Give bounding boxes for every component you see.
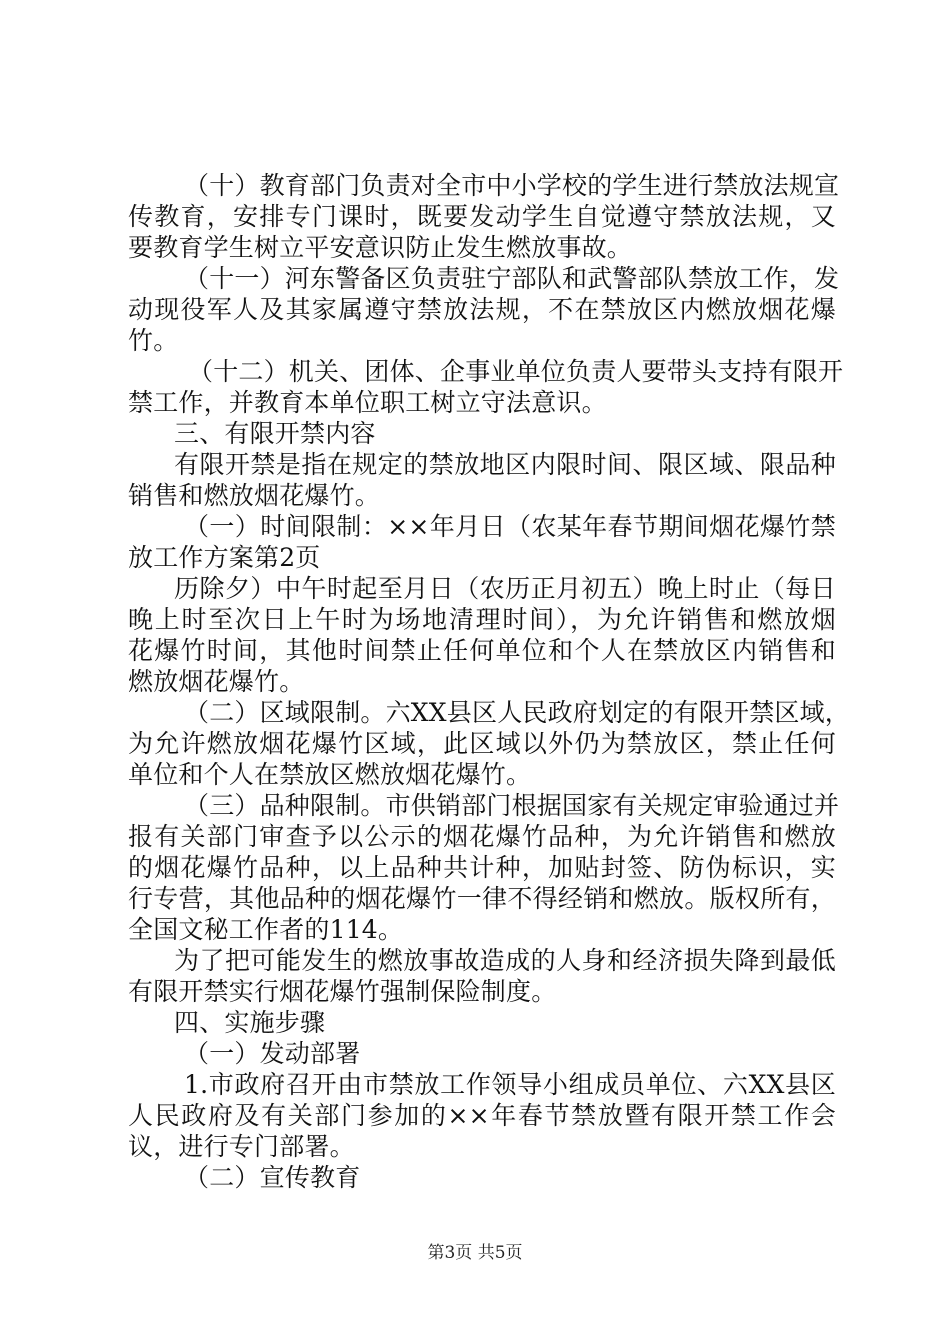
paragraph-line: （十）教育部门负责对全市中小学校的学生进行禁放法规宣 [184, 171, 840, 200]
paragraph-line: 为了把可能发生的燃放事故造成的人身和经济损失降到最低 [174, 946, 836, 975]
paragraph-line: 传教育，安排专门课时，既要发动学生自觉遵守禁放法规，又 [128, 202, 836, 231]
paragraph-line: 全国文秘工作者的114。 [128, 915, 404, 944]
paragraph-line: 报有关部门审查予以公示的烟花爆竹品种，为允许销售和燃放 [128, 822, 836, 851]
paragraph-line: 行专营，其他品种的烟花爆竹一律不得经销和燃放。版权所有， [128, 884, 836, 913]
page-number-footer: 第3页 共5页 [427, 1243, 523, 1263]
paragraph-line: （三）品种限制。市供销部门根据国家有关规定审验通过并 [184, 791, 840, 820]
paragraph-line: （一）时间限制：××年月日（农某年春节期间烟花爆竹禁 [184, 512, 836, 541]
paragraph-line: 动现役军人及其家属遵守禁放法规，不在禁放区内燃放烟花爆 [128, 295, 836, 324]
paragraph-line: （十二）机关、团体、企事业单位负责人要带头支持有限开 [188, 357, 844, 386]
paragraph-line: 晚上时至次日上午时为场地清理时间），为允许销售和燃放烟 [128, 605, 836, 634]
paragraph-line: 议，进行专门部署。 [128, 1132, 355, 1161]
document-body [128, 170, 850, 1193]
section-heading: 三、有限开禁内容 [174, 419, 376, 448]
subsection-heading: （二）宣传教育 [184, 1163, 361, 1192]
paragraph-line: 有限开禁实行烟花爆竹强制保险制度。 [128, 977, 557, 1006]
paragraph-line: 有限开禁是指在规定的禁放地区内限时间、限区域、限品种 [174, 450, 836, 479]
paragraph-line: 的烟花爆竹品种，以上品种共计种，加贴封签、防伪标识，实 [128, 853, 836, 882]
section-heading: 四、实施步骤 [174, 1008, 326, 1037]
paragraph-line: 放工作方案第2页 [128, 543, 321, 572]
paragraph-line: 历除夕）中午时起至月日（农历正月初五）晚上时止（每日 [174, 574, 836, 603]
paragraph-line: 单位和个人在禁放区燃放烟花爆竹。 [128, 760, 532, 789]
paragraph-line: （十一）河东警备区负责驻宁部队和武警部队禁放工作，发 [184, 264, 840, 293]
paragraph-line: 要教育学生树立平安意识防止发生燃放事故。 [128, 233, 633, 262]
paragraph-line: 1.市政府召开由市禁放工作领导小组成员单位、六XX县区 [184, 1070, 836, 1099]
paragraph-line: 竹。 [128, 326, 179, 355]
paragraph-line: 花爆竹时间，其他时间禁止任何单位和个人在禁放区内销售和 [128, 636, 836, 665]
paragraph-line: （二）区域限制。六XX县区人民政府划定的有限开禁区域， [184, 698, 850, 727]
paragraph-line: 人民政府及有关部门参加的××年春节禁放暨有限开禁工作会 [128, 1101, 836, 1130]
paragraph-line: 为允许燃放烟花爆竹区域，此区域以外仍为禁放区，禁止任何 [128, 729, 836, 758]
paragraph-line: 销售和燃放烟花爆竹。 [128, 481, 381, 510]
paragraph-line: 禁工作，并教育本单位职工树立守法意识。 [128, 388, 607, 417]
subsection-heading: （一）发动部署 [184, 1039, 361, 1068]
paragraph-line: 燃放烟花爆竹。 [128, 667, 305, 696]
